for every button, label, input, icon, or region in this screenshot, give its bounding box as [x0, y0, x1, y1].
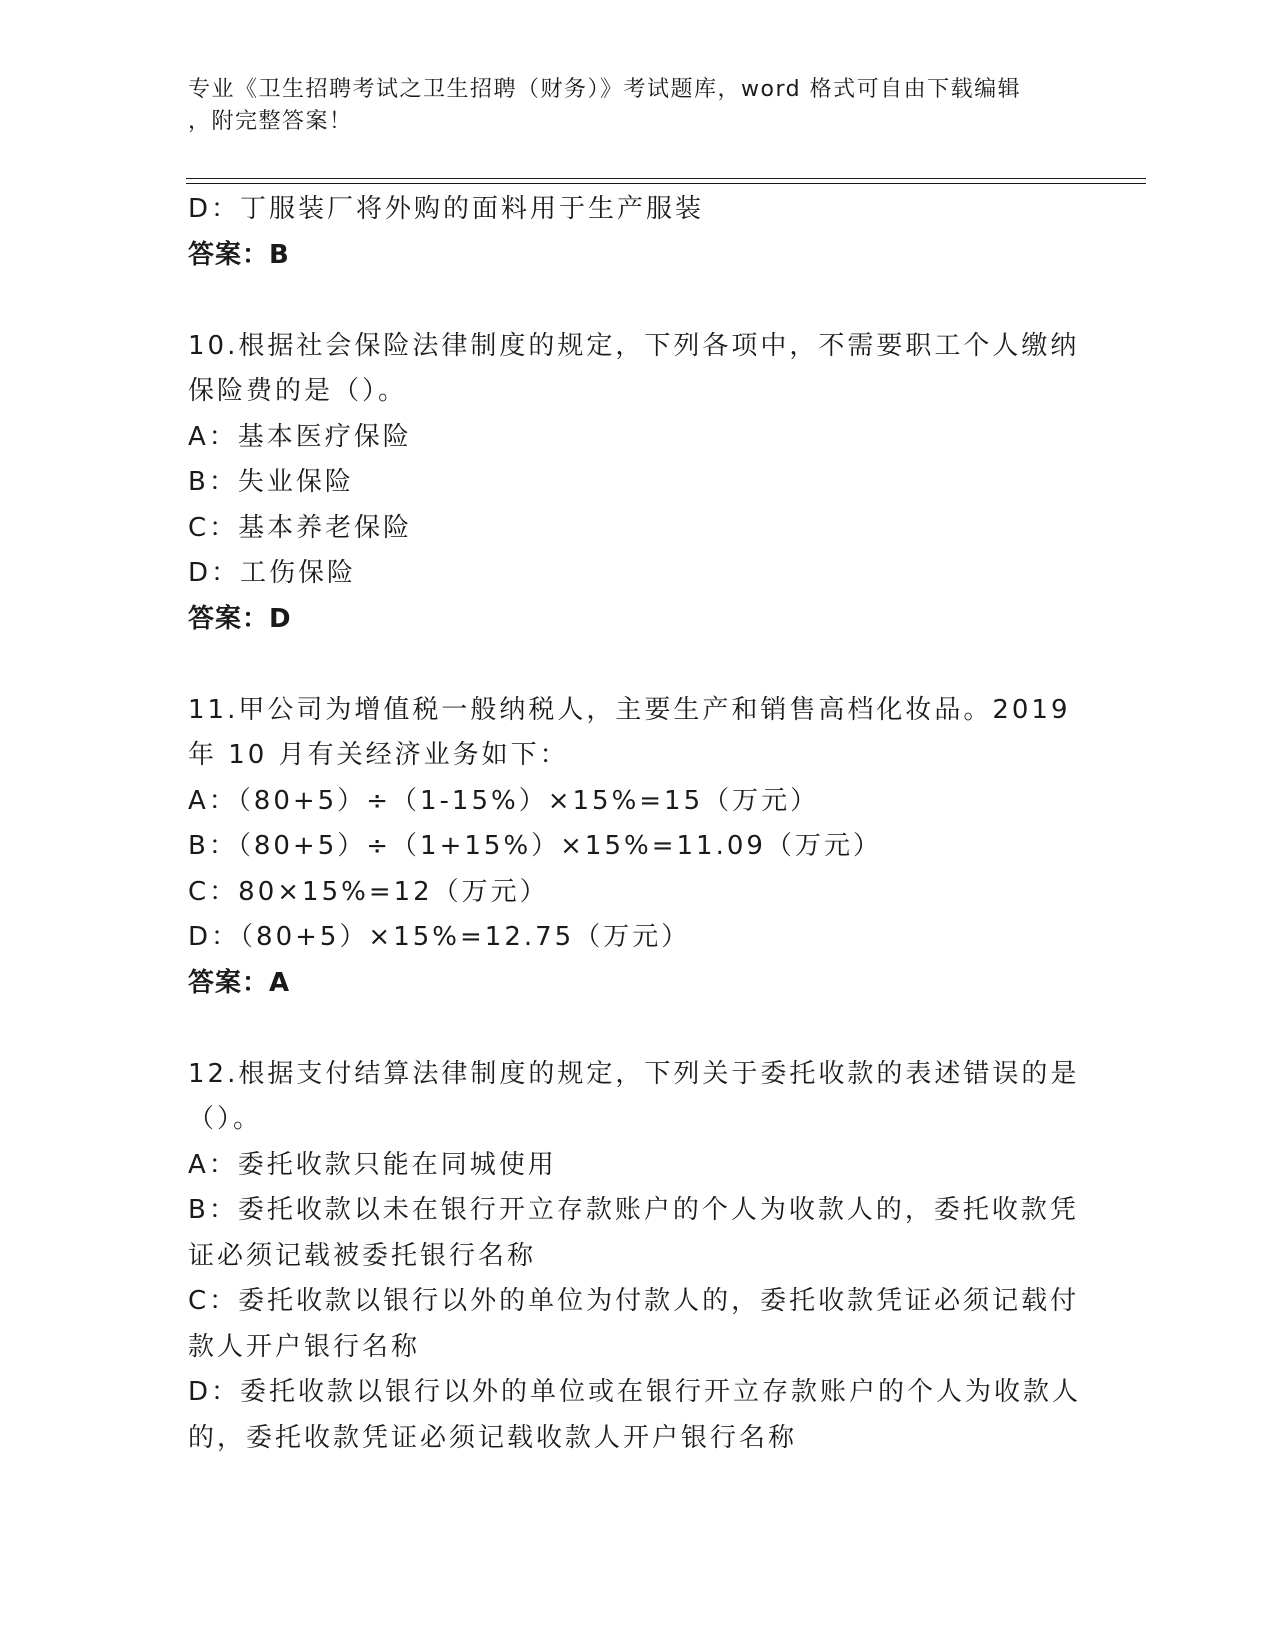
option-b: 证必须记载被委托银行名称 [188, 1240, 537, 1271]
option-d: 的，委托收款凭证必须记载收款人开户银行名称 [188, 1422, 798, 1453]
option-b: B：委托收款以未在银行开立存款账户的个人为收款人的，委托收款凭 [188, 1195, 1079, 1225]
option-c: C：基本养老保险 [188, 512, 413, 543]
option-c: 款人开户银行名称 [188, 1331, 421, 1362]
answer: 答案：A [188, 967, 291, 998]
option-a: A：基本医疗保险 [188, 421, 412, 452]
question-block-12 [188, 1052, 1088, 1462]
spacer [188, 642, 1088, 688]
question-stem: 年 10 月有关经济业务如下： [188, 740, 569, 770]
question-block-10 [188, 324, 1088, 643]
option-a: A：（80+5）÷（1-15%）×15%=15（万元） [188, 785, 820, 816]
header-divider-top [186, 178, 1146, 179]
question-block-11 [188, 688, 1088, 1007]
question-stem: 11.甲公司为增值税一般纳税人，主要生产和销售高档化妆品。2019 [188, 694, 1071, 725]
header-text-line2: ，附完整答案！ [188, 109, 353, 134]
header-text-line1: 专业《卫生招聘考试之卫生招聘（财务）》考试题库，word 格式可自由下载编辑 [188, 77, 1022, 102]
answer: 答案：D [188, 603, 292, 634]
option-d: D：委托收款以银行以外的单位或在银行开立存款账户的个人为收款人 [188, 1377, 1082, 1407]
option-d: D：（80+5）×15%=12.75（万元） [188, 922, 691, 952]
question-stem: （）。 [188, 1104, 263, 1134]
option-d: D：丁服装厂将外购的面料用于生产服装 [188, 194, 705, 224]
option-c: C：80×15%=12（万元） [188, 876, 549, 907]
page-header [188, 74, 1068, 138]
question-block-previous [188, 187, 1088, 278]
question-stem: 保险费的是（）。 [188, 376, 408, 406]
option-c: C：委托收款以银行以外的单位为付款人的，委托收款凭证必须记载付 [188, 1286, 1080, 1316]
header-divider-bottom [186, 183, 1146, 184]
spacer [188, 278, 1088, 324]
question-stem: 12.根据支付结算法律制度的规定，下列关于委托收款的表述错误的是 [188, 1058, 1080, 1089]
option-d: D：工伤保险 [188, 558, 357, 588]
answer: 答案：B [188, 239, 290, 270]
spacer [188, 1006, 1088, 1052]
option-b: B：失业保险 [188, 467, 354, 497]
option-b: B：（80+5）÷（1+15%）×15%=11.09（万元） [188, 831, 882, 861]
question-stem: 10.根据社会保险法律制度的规定，下列各项中，不需要职工个人缴纳 [188, 330, 1080, 361]
option-a: A：委托收款只能在同城使用 [188, 1149, 557, 1180]
document-body [188, 187, 1088, 1461]
